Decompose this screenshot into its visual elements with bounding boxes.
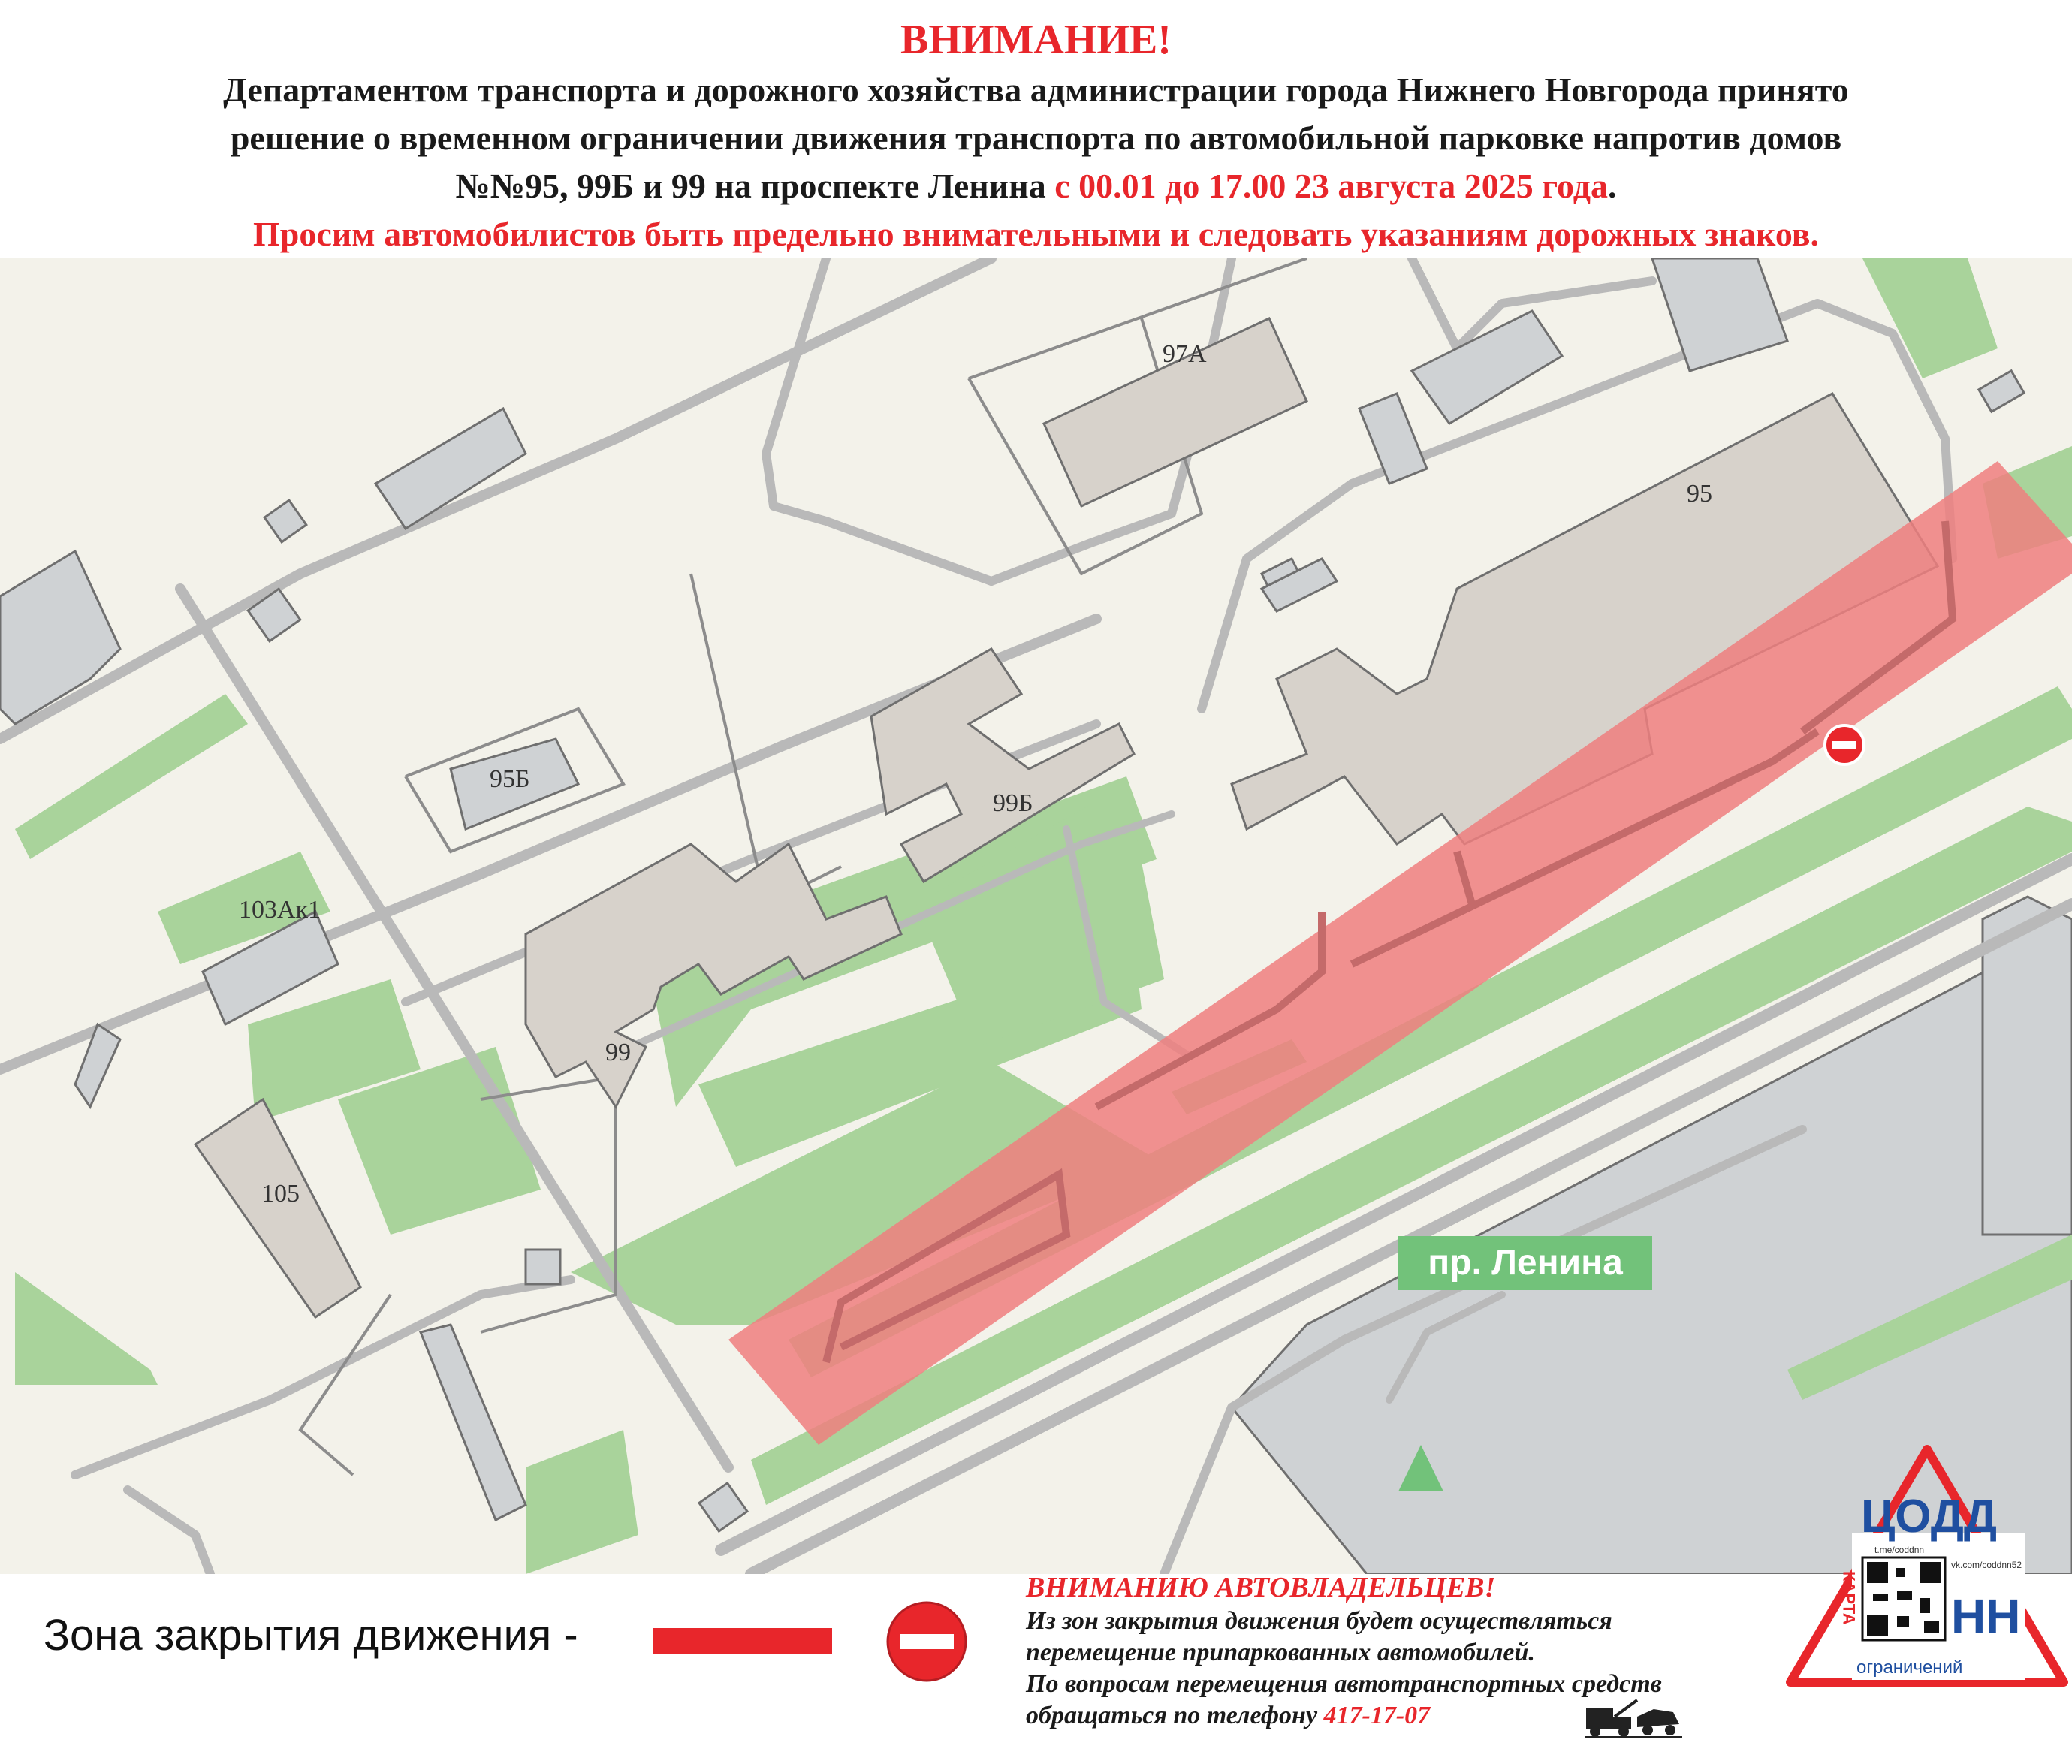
warning-title: ВНИМАНИЕ! (900, 17, 1172, 63)
warehouse-top (1652, 258, 1787, 371)
address-text: №№95, 99Б и 99 на проспекте Ленина (455, 167, 1046, 205)
garages-top-2 (1359, 394, 1427, 484)
logo-vk: vk.com/coddnn52 (1951, 1560, 2022, 1570)
label-99: 99 (605, 1039, 631, 1066)
announcement-line-3 (0, 162, 2072, 210)
label-103ak1: 103Ак1 (239, 896, 321, 924)
announcement-header (0, 14, 2072, 258)
notice-title: ВНИМАНИЮ АВТОВЛАДЕЛЬЦЕВ! (1026, 1572, 1496, 1603)
notice-line-3: По вопросам перемещения автотранспортных средств (1026, 1670, 1662, 1698)
map-drawing (0, 258, 2072, 1574)
kiosk (1262, 559, 1337, 611)
notice-line-1: Из зон закрытия движения будет осуществляться (1026, 1607, 1612, 1635)
street-label: пр. Ленина (1398, 1236, 1652, 1290)
logo-nn: НН (1951, 1589, 2021, 1643)
closure-time-text: с 00.01 до 17.00 23 августа 2025 года (1045, 167, 1608, 205)
announcement-line-2: решение о временном ограничении движения транспорта по автомобильной парковке напротив домов (230, 119, 1842, 157)
drivers-appeal: Просим автомобилистов быть предельно внимательными и следовать указаниям дорожных знаков. (252, 215, 1820, 253)
kiosk-4 (526, 1250, 560, 1284)
codd-logo (1784, 1443, 2070, 1691)
label-95b: 95Б (490, 765, 530, 793)
no-entry-sign-icon (1825, 725, 1864, 764)
corner-building (0, 551, 120, 724)
legend-closure-bar (653, 1628, 832, 1654)
phone-number: 417-17-07 (1323, 1702, 1431, 1729)
kiosk-6 (1979, 371, 2024, 412)
notice-contact-text: обращаться по телефону (1026, 1702, 1324, 1729)
logo-subtitle: ограничений (1856, 1657, 1963, 1678)
garage-row-2 (421, 1325, 526, 1520)
label-105: 105 (261, 1180, 300, 1208)
qr-code-icon (1862, 1557, 1945, 1640)
logo-telegram: t.me/coddnn (1874, 1545, 1925, 1555)
label-95: 95 (1687, 480, 1712, 508)
kiosk-5 (699, 1483, 747, 1531)
period-text: . (1607, 167, 1617, 205)
tow-truck-icon (1585, 1694, 1682, 1739)
notice-line-2: перемещение припаркованных автомобилей. (1026, 1639, 1535, 1666)
logo-karta: КАРТА (1839, 1571, 1859, 1625)
label-99b: 99Б (993, 789, 1033, 817)
label-97a: 97А (1163, 340, 1207, 368)
announcement-line-1: Департаментом транспорта и дорожного хозяйства администрации города Нижнего Новгорода принято (223, 71, 1849, 109)
legend-label: Зона закрытия движения - (44, 1611, 578, 1660)
area-map (0, 258, 2072, 1574)
building-105 (195, 1099, 360, 1317)
kiosk-2 (264, 500, 306, 542)
no-entry-sign-icon (885, 1600, 969, 1684)
logo-brand: ЦОДД (1861, 1491, 1998, 1542)
street-direction-icon (1398, 1445, 1443, 1491)
